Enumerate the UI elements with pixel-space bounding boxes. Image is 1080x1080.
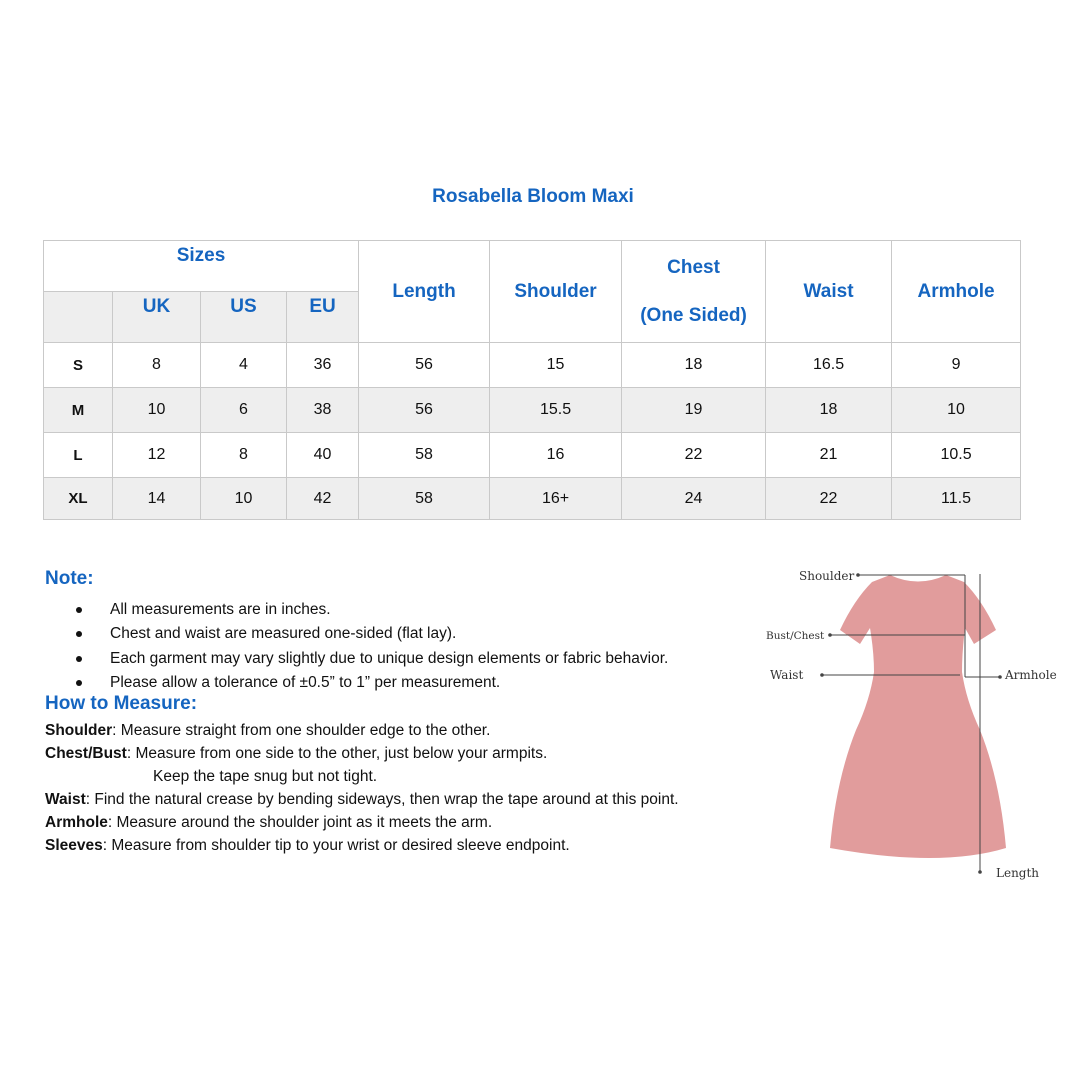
- cell-waist: 18: [766, 388, 892, 433]
- instruction-sleeves: [45, 834, 805, 857]
- cell-waist: 21: [766, 433, 892, 478]
- cell-us: 4: [201, 343, 287, 388]
- bullet-icon: [76, 656, 82, 662]
- note-text: Chest and waist are measured one-sided (flat lay).: [110, 625, 457, 643]
- table-row: [44, 433, 1021, 478]
- label-shoulder: Shoulder: [799, 569, 855, 583]
- cell-us: 10: [201, 478, 287, 520]
- note-item: [72, 598, 772, 622]
- uk-header: UK: [113, 292, 201, 343]
- label-armhole: Armhole: [1005, 668, 1057, 682]
- note-text: All measurements are in inches.: [110, 601, 331, 618]
- bullet-icon: [76, 607, 82, 613]
- instruction-waist: [45, 788, 805, 811]
- text-shoulder: : Measure straight from one shoulder edge to the other.: [112, 722, 491, 739]
- us-header: US: [201, 292, 287, 343]
- bullet-icon: [76, 631, 82, 637]
- cell-length: 58: [359, 433, 490, 478]
- term-sleeves: Sleeves: [45, 837, 103, 854]
- cell-eu: 42: [287, 478, 359, 520]
- table-body: [44, 343, 1021, 520]
- how-to-measure: [45, 719, 805, 857]
- sizes-header: Sizes: [44, 241, 359, 292]
- cell-us: 8: [201, 433, 287, 478]
- note-heading: Note:: [45, 568, 94, 589]
- armhole-header: Armhole: [892, 241, 1021, 343]
- cell-waist: 22: [766, 478, 892, 520]
- instruction-armhole: [45, 811, 805, 834]
- eu-header: EU: [287, 292, 359, 343]
- size-label-header: [44, 292, 113, 343]
- chest-header-line1: Chest: [667, 256, 720, 278]
- cell-shoulder: 16: [490, 433, 622, 478]
- note-item: [72, 622, 772, 646]
- cell-armhole: 10.5: [892, 433, 1021, 478]
- note-item: [72, 647, 772, 671]
- cell-chest: 18: [622, 343, 766, 388]
- chart-title: Rosabella Bloom Maxi: [432, 186, 634, 207]
- cell-uk: 10: [113, 388, 201, 433]
- cell-us: 6: [201, 388, 287, 433]
- text-waist: : Find the natural crease by bending sideways, then wrap the tape around at this point.: [85, 791, 679, 808]
- label-length: Length: [996, 866, 1040, 880]
- cell-uk: 12: [113, 433, 201, 478]
- table-row: [44, 343, 1021, 388]
- cell-eu: 36: [287, 343, 359, 388]
- text-chest: : Measure from one side to the other, just below your armpits.: [126, 745, 548, 762]
- table-row: [44, 388, 1021, 433]
- instruction-chest-cont: Keep the tape snug but not tight.: [153, 768, 378, 785]
- header-row-1: [44, 241, 1021, 292]
- table-row: [44, 478, 1021, 520]
- cell-length: 58: [359, 478, 490, 520]
- how-to-measure-heading: How to Measure:: [45, 693, 198, 714]
- length-header: Length: [359, 241, 490, 343]
- term-waist: Waist: [45, 791, 86, 808]
- cell-uk: 8: [113, 343, 201, 388]
- term-armhole: Armhole: [45, 814, 108, 831]
- cell-eu: 38: [287, 388, 359, 433]
- text-armhole: : Measure around the shoulder joint as it meets the arm.: [107, 814, 493, 831]
- cell-waist: 16.5: [766, 343, 892, 388]
- cell-armhole: 11.5: [892, 478, 1021, 520]
- cell-chest: 22: [622, 433, 766, 478]
- label-bust: Bust/Chest: [766, 630, 825, 642]
- cell-armhole: 9: [892, 343, 1021, 388]
- cell-chest: 19: [622, 388, 766, 433]
- note-item: [72, 671, 772, 695]
- cell-size: L: [44, 433, 113, 478]
- bullet-icon: [76, 680, 82, 686]
- note-list: [72, 598, 772, 695]
- cell-size: XL: [44, 478, 113, 520]
- text-sleeves: : Measure from shoulder tip to your wrist or desired sleeve endpoint.: [102, 837, 570, 854]
- cell-length: 56: [359, 343, 490, 388]
- instruction-chest: [45, 742, 805, 765]
- shoulder-header: Shoulder: [490, 241, 622, 343]
- cell-size: M: [44, 388, 113, 433]
- note-text: Please allow a tolerance of ±0.5” to 1” per measurement.: [110, 673, 501, 691]
- label-waist: Waist: [770, 668, 804, 682]
- cell-chest: 24: [622, 478, 766, 520]
- cell-shoulder: 16+: [490, 478, 622, 520]
- dress-measurement-diagram: [760, 560, 1060, 890]
- cell-eu: 40: [287, 433, 359, 478]
- waist-header: Waist: [766, 241, 892, 343]
- cell-length: 56: [359, 388, 490, 433]
- cell-size: S: [44, 343, 113, 388]
- note-text: Each garment may vary slightly due to unique design elements or fabric behavior.: [110, 649, 669, 667]
- instruction-shoulder: [45, 719, 805, 742]
- term-chest: Chest/Bust: [45, 745, 127, 762]
- chest-header-line2: (One Sided): [640, 304, 747, 326]
- cell-shoulder: 15.5: [490, 388, 622, 433]
- chest-header: [622, 241, 766, 343]
- cell-uk: 14: [113, 478, 201, 520]
- term-shoulder: Shoulder: [45, 722, 113, 739]
- cell-armhole: 10: [892, 388, 1021, 433]
- cell-shoulder: 15: [490, 343, 622, 388]
- size-chart-table: [43, 240, 1021, 520]
